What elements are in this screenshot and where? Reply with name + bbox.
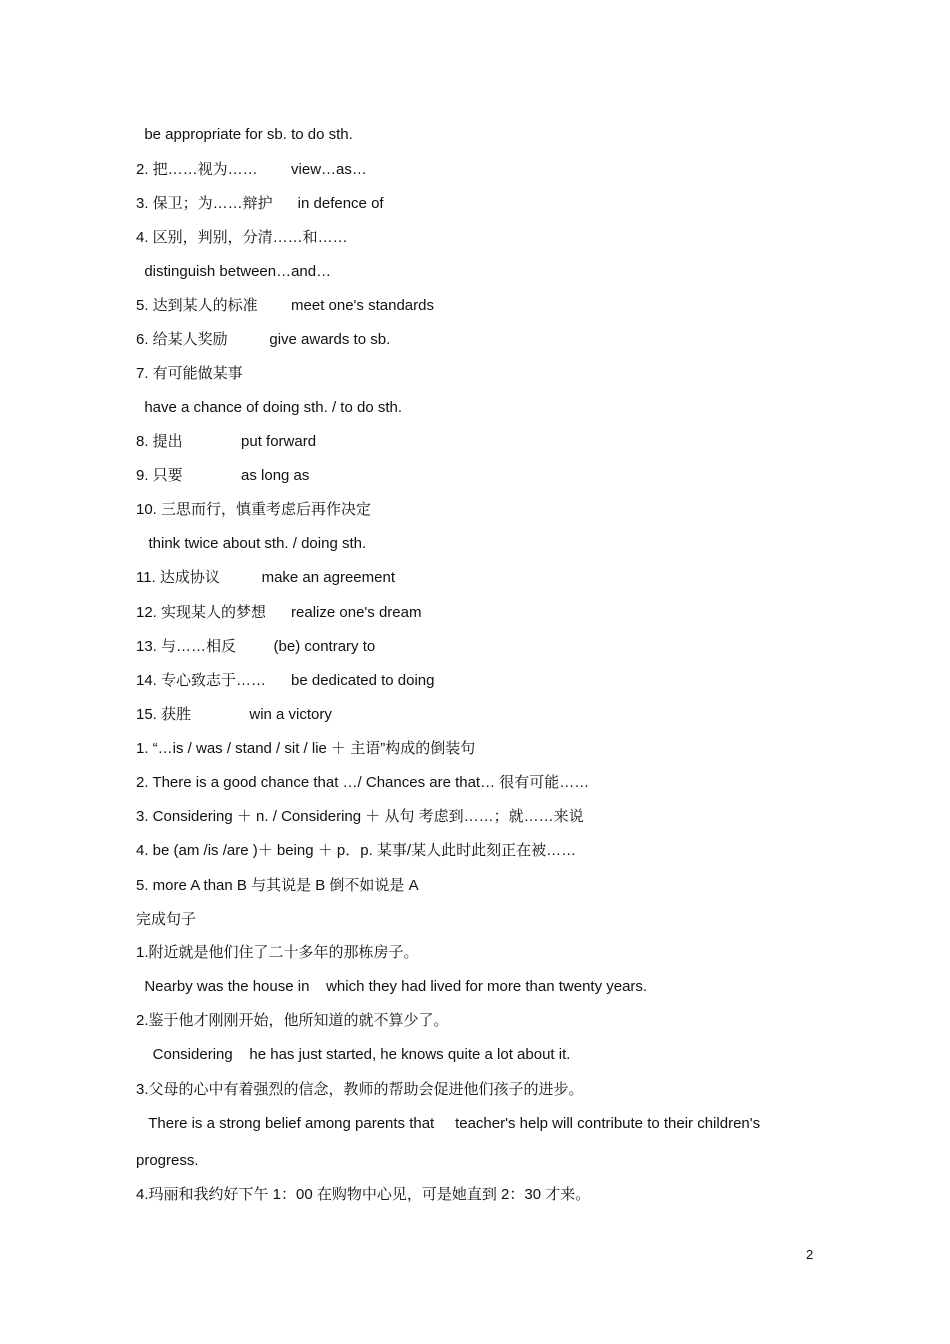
text-line: 5. 达到某人的标准 meet one's standards [136, 297, 434, 314]
text-line: There is a strong belief among parents that teacher's help will contribute to their children's [136, 1115, 761, 1132]
section-heading: 完成句子 [136, 911, 197, 928]
text-line: 2.鉴于他才刚刚开始，他所知道的就不算少了。 [136, 1012, 449, 1029]
text-line: 9. 只要 as long as [136, 467, 310, 484]
text-line: 3. Considering ＋ n. / Considering ＋ 从句 考虑到……；就……来说 [136, 808, 584, 825]
text-line: be appropriate for sb. to do sth. [136, 126, 353, 143]
text-line: 2. 把……视为…… view…as… [136, 161, 367, 178]
text-line: 4.玛丽和我约好下午 1：00 在购物中心见，可是她直到 2：30 才来。 [136, 1186, 591, 1203]
text-line: progress. [136, 1152, 199, 1169]
text-line: 6. 给某人奖励 give awards to sb. [136, 331, 391, 348]
text-line: 8. 提出 put forward [136, 433, 317, 450]
text-line: 13. 与……相反 (be) contrary to [136, 638, 376, 655]
text-line: 5. more A than B 与其说是 B 倒不如说是 A [136, 877, 419, 894]
text-line: 7. 有可能做某事 [136, 365, 243, 382]
text-line: 2. There is a good chance that …/ Chances are that… 很有可能…… [136, 774, 590, 791]
text-line: Nearby was the house in which they had lived for more than twenty years. [136, 978, 648, 995]
text-line: 10. 三思而行，慎重考虑后再作决定 [136, 501, 372, 518]
text-line: 12. 实现某人的梦想 realize one's dream [136, 604, 422, 621]
text-line: think twice about sth. / doing sth. [136, 535, 367, 552]
text-line: Considering he has just started, he knows quite a lot about it. [136, 1046, 571, 1063]
text-line: 3. 保卫；为……辩护 in defence of [136, 195, 384, 212]
text-line: 4. 区别，判别，分清……和…… [136, 229, 348, 246]
text-line: 3.父母的心中有着强烈的信念，教师的帮助会促进他们孩子的进步。 [136, 1081, 584, 1098]
text-line: 15. 获胜 win a victory [136, 706, 332, 723]
text-line: 11. 达成协议 make an agreement [136, 569, 395, 586]
text-line: 1. “…is / was / stand / sit / lie ＋ 主语”构成的倒装句 [136, 740, 476, 757]
text-line: distinguish between…and… [136, 263, 332, 280]
text-line: 14. 专心致志于…… be dedicated to doing [136, 672, 435, 689]
text-line: 1.附近就是他们住了二十多年的那栋房子。 [136, 944, 419, 961]
text-line: have a chance of doing sth. / to do sth. [136, 399, 403, 416]
page-number: 2 [806, 1247, 814, 1262]
text-line: 4. be (am /is /are )＋ being ＋ p．p. 某事/某人此时此刻正在被…… [136, 842, 577, 859]
